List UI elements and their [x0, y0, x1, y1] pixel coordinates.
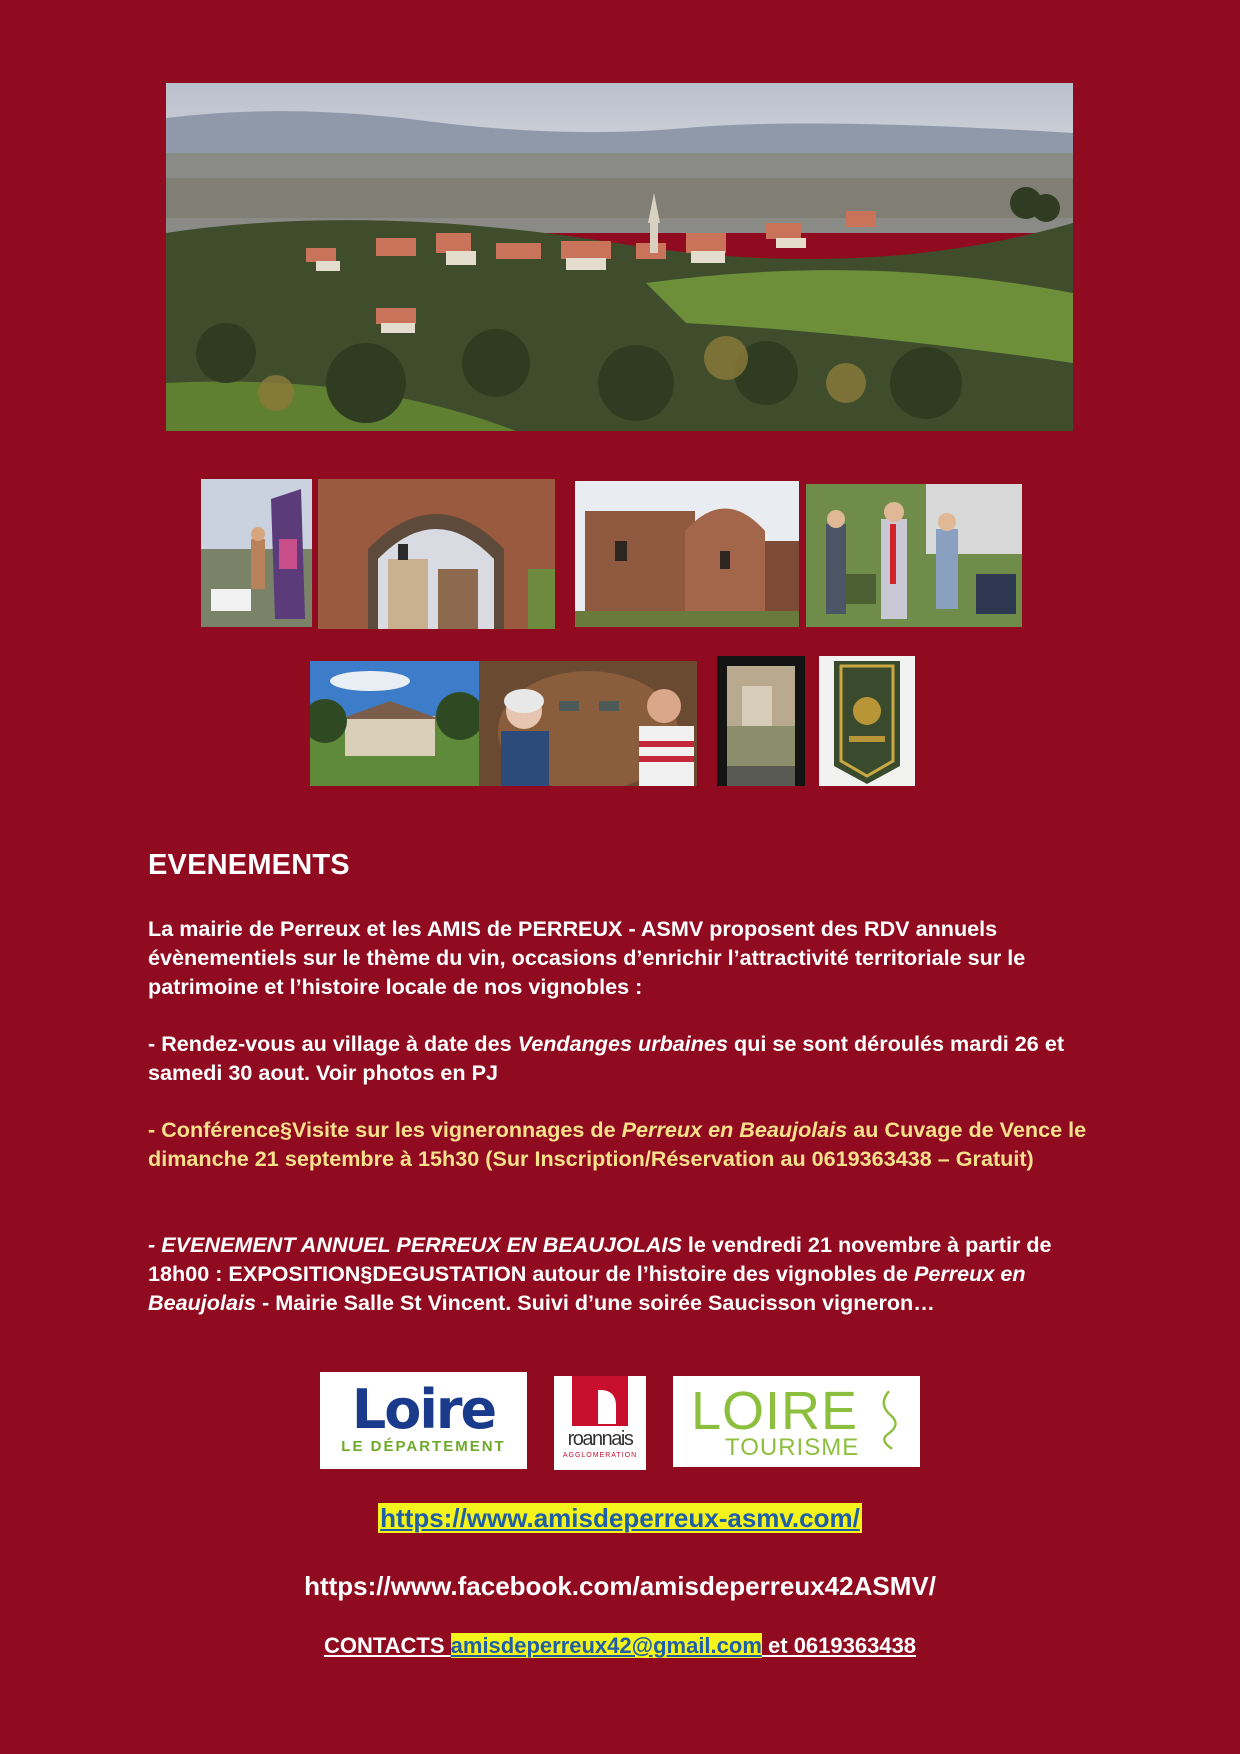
event-annual	[148, 1230, 1108, 1317]
tourisme-swirl-icon	[873, 1382, 905, 1458]
website-link[interactable]: https://www.amisdeperreux-asmv.com/	[380, 1503, 860, 1533]
photo-country-manor	[310, 661, 479, 786]
loire-tourisme-logo[interactable]	[673, 1376, 920, 1467]
event-vendanges-prefix: - Rendez-vous au village à date des	[148, 1031, 518, 1056]
partner-logos	[0, 1372, 1240, 1470]
event-vendanges-suffix: qui se sont déroulés mardi 26 et samedi 30 aout. Voir photos en PJ	[148, 1031, 1065, 1085]
roannais-logo-sub: AGGLOMERATION	[562, 1452, 638, 1459]
section-title: EVENEMENTS	[148, 849, 350, 881]
contact-email-link[interactable]: amisdeperreux42@gmail.com	[450, 1633, 762, 1658]
tourisme-logo-main: LOIRE	[691, 1381, 859, 1441]
photo-courtyard-doorway	[717, 656, 805, 786]
event-annual-italic-place: Perreux en Beaujolais	[148, 1261, 1026, 1315]
event-conference-suffix: au Cuvage de Vence le dimanche 21 septembre à 15h30 (Sur Inscription/Réservation au 0619363438 – Gratuit)	[148, 1117, 1087, 1171]
photo-brick-chapel	[575, 481, 799, 627]
hero-village-photo	[166, 83, 1073, 431]
facebook-link[interactable]: https://www.facebook.com/amisdeperreux42ASMV/	[304, 1571, 936, 1601]
event-annual-middle: le vendredi 21 novembre à partir de 18h00 : EXPOSITION§DEGUSTATION autour de l’histoire des vignobles de	[148, 1232, 1052, 1286]
event-annual-suffix: - Mairie Salle St Vincent. Suivi d’une soirée Saucisson vigneron…	[256, 1290, 935, 1315]
event-conference-italic: Perreux en Beaujolais	[621, 1117, 848, 1142]
tourisme-logo-sub: TOURISME	[725, 1434, 860, 1461]
photo-stone-archway	[318, 479, 555, 629]
photo-cellar-couple	[479, 661, 697, 786]
event-conference	[148, 1115, 1108, 1173]
event-vendanges	[148, 1029, 1108, 1087]
contacts-label: CONTACTS	[323, 1633, 451, 1658]
roannais-logo-main: roannais	[567, 1428, 633, 1450]
intro-paragraph: La mairie de Perreux et les AMIS de PERREUX - ASMV proposent des RDV annuels évènementiels sur le thème du vin, occasions d’enrichir l’attractivité territoriale sur le patrimoine et l’histoire locale de nos vignobles :	[148, 916, 1026, 999]
loire-logo-sub: LE DÉPARTEMENT	[341, 1438, 506, 1455]
photo-banner-visitor	[201, 479, 312, 627]
loire-departement-logo[interactable]	[320, 1372, 527, 1469]
contact-phone: et 0619363438	[761, 1633, 917, 1658]
photo-embroidered-banner	[819, 656, 915, 786]
event-vendanges-italic: Vendanges urbaines	[517, 1031, 729, 1056]
photo-children-harvest	[806, 484, 1022, 627]
event-annual-italic-title: - EVENEMENT ANNUEL PERREUX EN BEAUJOLAIS	[148, 1232, 682, 1257]
event-conference-prefix: - Conférence§Visite sur les vigneronnages de	[148, 1117, 622, 1142]
roannais-agglomeration-logo[interactable]	[554, 1376, 646, 1470]
loire-logo-main: Loire	[351, 1378, 496, 1441]
